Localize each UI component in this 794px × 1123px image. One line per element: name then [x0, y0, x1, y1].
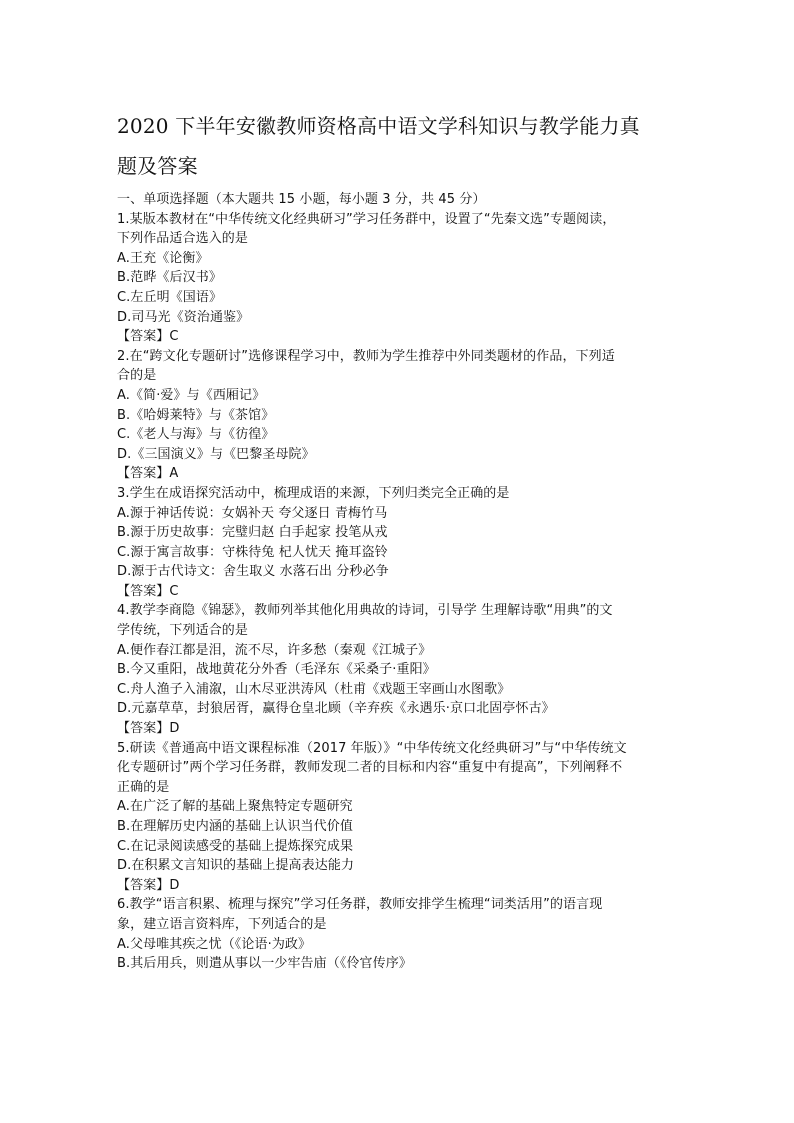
question-2: [117, 347, 683, 484]
title-line-2: 题及答案: [117, 154, 198, 178]
question-stem-line: 5.研读《普通高中语文课程标准（2017 年版）》“中华传统文化经典研习”与“中华传统文: [117, 740, 627, 756]
section-heading: 一、单项选择题（本大题共 15 小题，每小题 3 分，共 45 分）: [117, 192, 486, 207]
option-d: D.元嘉草草，封狼居胥，赢得仓皇北顾（辛弃疾《永遇乐·京口北固亭怀古》: [117, 701, 555, 717]
document-page: [117, 106, 683, 974]
question-stem-line: 化专题研讨”两个学习任务群，教师发现二者的目标和内容“重复中有提高”，下列阐释不: [117, 760, 623, 776]
document-title: [117, 106, 683, 186]
question-5: [117, 739, 683, 896]
option-c: C.舟人渔子入浦溆，山木尽亚洪涛风（杜甫《戏题王宰画山水图歌》: [117, 681, 511, 697]
question-4: [117, 601, 683, 738]
answer-label: 【答案】D: [117, 721, 180, 737]
question-stem-line: 3.学生在成语探究活动中，梳理成语的来源，下列归类完全正确的是: [117, 485, 510, 501]
question-stem-line: 6.教学“语言积累、梳理与探究”学习任务群，教师安排学生梳理“词类活用”的语言现: [117, 897, 603, 913]
option-c: C.源于寓言故事：守株待兔 杞人忧天 掩耳盗铃: [117, 544, 388, 560]
option-a: A.父母唯其疾之忧（《论语·为政》: [117, 936, 312, 952]
question-stem-line: 正确的是: [117, 779, 170, 795]
option-a: A.王充《论衡》: [117, 250, 209, 266]
question-6: [117, 895, 683, 973]
option-c: C.在记录阅读感受的基础上提炼探究成果: [117, 838, 354, 854]
option-b: B.在理解历史内涵的基础上认识当代价值: [117, 819, 353, 834]
option-b: B.源于历史故事：完璧归赵 白手起家 投笔从戎: [117, 525, 388, 541]
question-stem-line: 4.教学李商隐《锦瑟》，教师列举其他化用典故的诗词，引导学 生理解诗歌“用典”的文: [117, 603, 613, 619]
option-a: A.《简·爱》与《西厢记》: [117, 387, 266, 403]
title-line-1: 2020 下半年安徽教师资格高中语文学科知识与教学能力真: [117, 114, 640, 138]
option-a: A.在广泛了解的基础上聚焦特定专题研究: [117, 799, 353, 815]
answer-label: 【答案】C: [117, 583, 179, 599]
question-stem-line: 象，建立语言资料库，下列适合的是: [117, 916, 327, 932]
option-d: D.司马光《资治通鉴》: [117, 309, 250, 325]
option-a: A.源于神话传说：女娲补天 夸父逐日 青梅竹马: [117, 505, 388, 521]
option-a: A.便作春江都是泪，流不尽，许多愁（秦观《江城子》: [117, 642, 432, 658]
question-stem-line: 下列作品适合选入的是: [117, 231, 249, 247]
answer-label: 【答案】A: [117, 466, 179, 482]
question-3: [117, 484, 683, 602]
option-b: B.其后用兵，则遣从事以一少牢告庙（《伶官传序》: [117, 956, 412, 972]
question-stem-line: 合的是: [117, 368, 157, 384]
answer-label: 【答案】D: [117, 877, 180, 893]
answer-label: 【答案】C: [117, 329, 179, 345]
option-b: B.《哈姆莱特》与《茶馆》: [117, 407, 275, 423]
question-1: [117, 210, 683, 347]
option-d: D.源于古代诗文：舍生取义 水落石出 分秒必争: [117, 564, 389, 580]
option-b: B.范晔《后汉书》: [117, 270, 222, 286]
document-content: [117, 190, 683, 974]
option-c: C.左丘明《国语》: [117, 289, 223, 305]
option-d: D.在积累文言知识的基础上提高表达能力: [117, 858, 355, 874]
option-b: B.今又重阳，战地黄花分外香（毛泽东《采桑子·重阳》: [117, 662, 436, 678]
question-stem-line: 2.在“跨文化专题研讨”选修课程学习中，教师为学生推荐中外同类题材的作品，下列适: [117, 348, 615, 364]
option-c: C.《老人与海》与《彷徨》: [117, 427, 275, 443]
question-stem-line: 学传统，下列适合的是: [117, 623, 249, 639]
question-stem-line: 1.某版本教材在“中华传统文化经典研习”学习任务群中，设置了“先秦文选”专题阅读，: [117, 211, 616, 227]
option-d: D.《三国演义》与《巴黎圣母院》: [117, 446, 315, 462]
